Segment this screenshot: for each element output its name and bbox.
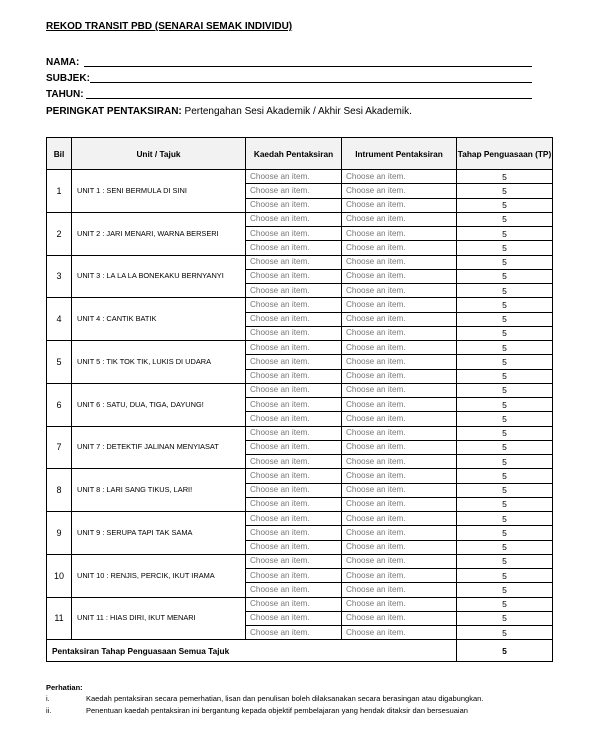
- tp-cell: 5: [457, 227, 553, 241]
- instrument-dropdown[interactable]: Choose an item.: [342, 341, 457, 355]
- note-number: ii.: [46, 706, 52, 715]
- instrument-dropdown[interactable]: Choose an item.: [342, 611, 457, 625]
- kaedah-dropdown[interactable]: Choose an item.: [246, 284, 342, 298]
- document-title: REKOD TRANSIT PBD (SENARAI SEMAK INDIVIDU): [46, 21, 293, 32]
- table-row: [47, 383, 553, 397]
- instrument-dropdown[interactable]: Choose an item.: [342, 227, 457, 241]
- instrument-dropdown[interactable]: Choose an item.: [342, 170, 457, 184]
- kaedah-dropdown[interactable]: Choose an item.: [246, 184, 342, 198]
- instrument-dropdown[interactable]: Choose an item.: [342, 184, 457, 198]
- header-tp: Tahap Penguasaan (TP): [457, 138, 553, 170]
- tp-cell: 5: [457, 312, 553, 326]
- table-row: [47, 554, 553, 568]
- assessment-table: [46, 137, 553, 662]
- tp-cell: 5: [457, 569, 553, 583]
- bil-cell: 11: [47, 597, 72, 640]
- instrument-dropdown[interactable]: Choose an item.: [342, 212, 457, 226]
- unit-title-cell: UNIT 9 : SERUPA TAPI TAK SAMA: [72, 512, 246, 555]
- table-row: [47, 341, 553, 355]
- kaedah-dropdown[interactable]: Choose an item.: [246, 383, 342, 397]
- tp-cell: 5: [457, 355, 553, 369]
- kaedah-dropdown[interactable]: Choose an item.: [246, 398, 342, 412]
- instrument-dropdown[interactable]: Choose an item.: [342, 626, 457, 640]
- kaedah-dropdown[interactable]: Choose an item.: [246, 583, 342, 597]
- tp-cell: 5: [457, 483, 553, 497]
- instrument-dropdown[interactable]: Choose an item.: [342, 597, 457, 611]
- table-row: [47, 512, 553, 526]
- kaedah-dropdown[interactable]: Choose an item.: [246, 198, 342, 212]
- bil-cell: 3: [47, 255, 72, 298]
- kaedah-dropdown[interactable]: Choose an item.: [246, 440, 342, 454]
- bil-cell: 9: [47, 512, 72, 555]
- tp-cell: 5: [457, 212, 553, 226]
- tp-cell: 5: [457, 170, 553, 184]
- footer-label: Pentaksiran Tahap Penguasaan Semua Tajuk: [47, 640, 457, 662]
- instrument-dropdown[interactable]: Choose an item.: [342, 426, 457, 440]
- instrument-dropdown[interactable]: Choose an item.: [342, 369, 457, 383]
- nama-line: [84, 66, 532, 67]
- note-text: Penentuan kaedah pentaksiran ini bergantung kepada objektif pembelajaran yang hendak ditaksir dan bersesuaian: [86, 706, 468, 715]
- bil-cell: 7: [47, 426, 72, 469]
- table-header-row: [47, 138, 553, 170]
- kaedah-dropdown[interactable]: Choose an item.: [246, 611, 342, 625]
- notes-heading: Perhatian:: [46, 683, 83, 692]
- tp-cell: 5: [457, 554, 553, 568]
- bil-cell: 8: [47, 469, 72, 512]
- kaedah-dropdown[interactable]: Choose an item.: [246, 426, 342, 440]
- tp-cell: 5: [457, 269, 553, 283]
- tp-cell: 5: [457, 241, 553, 255]
- peringkat-label: PERINGKAT PENTAKSIRAN:: [46, 106, 182, 117]
- kaedah-dropdown[interactable]: Choose an item.: [246, 369, 342, 383]
- tp-cell: 5: [457, 383, 553, 397]
- tp-cell: 5: [457, 512, 553, 526]
- instrument-dropdown[interactable]: Choose an item.: [342, 455, 457, 469]
- kaedah-dropdown[interactable]: Choose an item.: [246, 497, 342, 511]
- kaedah-dropdown[interactable]: Choose an item.: [246, 241, 342, 255]
- tp-cell: 5: [457, 540, 553, 554]
- kaedah-dropdown[interactable]: Choose an item.: [246, 512, 342, 526]
- tp-cell: 5: [457, 426, 553, 440]
- tp-cell: 5: [457, 184, 553, 198]
- kaedah-dropdown[interactable]: Choose an item.: [246, 341, 342, 355]
- tp-cell: 5: [457, 341, 553, 355]
- kaedah-dropdown[interactable]: Choose an item.: [246, 597, 342, 611]
- kaedah-dropdown[interactable]: Choose an item.: [246, 298, 342, 312]
- instrument-dropdown[interactable]: Choose an item.: [342, 284, 457, 298]
- instrument-dropdown[interactable]: Choose an item.: [342, 554, 457, 568]
- tp-cell: 5: [457, 398, 553, 412]
- instrument-dropdown[interactable]: Choose an item.: [342, 497, 457, 511]
- kaedah-dropdown[interactable]: Choose an item.: [246, 355, 342, 369]
- tp-cell: 5: [457, 583, 553, 597]
- subjek-label: SUBJEK:: [46, 73, 90, 84]
- unit-title-cell: UNIT 6 : SATU, DUA, TIGA, DAYUNG!: [72, 383, 246, 426]
- table-row: [47, 469, 553, 483]
- kaedah-dropdown[interactable]: Choose an item.: [246, 526, 342, 540]
- kaedah-dropdown[interactable]: Choose an item.: [246, 227, 342, 241]
- kaedah-dropdown[interactable]: Choose an item.: [246, 255, 342, 269]
- instrument-dropdown[interactable]: Choose an item.: [342, 569, 457, 583]
- note-number: i.: [46, 694, 50, 703]
- kaedah-dropdown[interactable]: Choose an item.: [246, 540, 342, 554]
- subjek-field[interactable]: [46, 73, 90, 84]
- kaedah-dropdown[interactable]: Choose an item.: [246, 569, 342, 583]
- kaedah-dropdown[interactable]: Choose an item.: [246, 455, 342, 469]
- note-text: Kaedah pentaksiran secara pemerhatian, lisan dan penulisan boleh dilaksanakan secara berasingan atau digabungkan.: [86, 694, 484, 703]
- instrument-dropdown[interactable]: Choose an item.: [342, 512, 457, 526]
- instrument-dropdown[interactable]: Choose an item.: [342, 312, 457, 326]
- instrument-dropdown[interactable]: Choose an item.: [342, 412, 457, 426]
- bil-cell: 4: [47, 298, 72, 341]
- note-item: [46, 705, 556, 716]
- kaedah-dropdown[interactable]: Choose an item.: [246, 483, 342, 497]
- table-row: [47, 426, 553, 440]
- unit-title-cell: UNIT 7 : DETEKTIF JALINAN MENYIASAT: [72, 426, 246, 469]
- instrument-dropdown[interactable]: Choose an item.: [342, 440, 457, 454]
- instrument-dropdown[interactable]: Choose an item.: [342, 298, 457, 312]
- kaedah-dropdown[interactable]: Choose an item.: [246, 626, 342, 640]
- tp-cell: 5: [457, 526, 553, 540]
- tahun-label: TAHUN:: [46, 89, 84, 100]
- table-row: [47, 255, 553, 269]
- tp-cell: 5: [457, 626, 553, 640]
- unit-title-cell: UNIT 8 : LARI SANG TIKUS, LARI!: [72, 469, 246, 512]
- instrument-dropdown[interactable]: Choose an item.: [342, 198, 457, 212]
- kaedah-dropdown[interactable]: Choose an item.: [246, 469, 342, 483]
- table-body: [47, 170, 553, 640]
- tp-cell: 5: [457, 440, 553, 454]
- instrument-dropdown[interactable]: Choose an item.: [342, 326, 457, 340]
- header-instrument: Intrument Pentaksiran: [342, 138, 457, 170]
- tp-cell: 5: [457, 497, 553, 511]
- kaedah-dropdown[interactable]: Choose an item.: [246, 212, 342, 226]
- instrument-dropdown[interactable]: Choose an item.: [342, 583, 457, 597]
- kaedah-dropdown[interactable]: Choose an item.: [246, 312, 342, 326]
- peringkat-pentaksiran: [46, 106, 412, 117]
- header-unit: Unit / Tajuk: [72, 138, 246, 170]
- tp-cell: 5: [457, 469, 553, 483]
- unit-title-cell: UNIT 11 : HIAS DIRI, IKUT MENARI: [72, 597, 246, 640]
- instrument-dropdown[interactable]: Choose an item.: [342, 526, 457, 540]
- tp-cell: 5: [457, 412, 553, 426]
- kaedah-dropdown[interactable]: Choose an item.: [246, 554, 342, 568]
- unit-title-cell: UNIT 10 : RENJIS, PERCIK, IKUT IRAMA: [72, 554, 246, 597]
- tp-cell: 5: [457, 369, 553, 383]
- tp-cell: 5: [457, 298, 553, 312]
- tahun-field[interactable]: [46, 89, 84, 100]
- unit-title-cell: UNIT 3 : LA LA LA BONEKAKU BERNYANYI: [72, 255, 246, 298]
- footer-row: [47, 640, 553, 662]
- instrument-dropdown[interactable]: Choose an item.: [342, 269, 457, 283]
- unit-title-cell: UNIT 1 : SENI BERMULA DI SINI: [72, 170, 246, 213]
- subjek-line: [90, 82, 532, 83]
- nama-field[interactable]: [46, 57, 79, 68]
- table-row: [47, 597, 553, 611]
- header-bil: Bil: [47, 138, 72, 170]
- header-kaedah: Kaedah Pentaksiran: [246, 138, 342, 170]
- instrument-dropdown[interactable]: Choose an item.: [342, 483, 457, 497]
- bil-cell: 10: [47, 554, 72, 597]
- tp-cell: 5: [457, 198, 553, 212]
- table-row: [47, 212, 553, 226]
- bil-cell: 6: [47, 383, 72, 426]
- instrument-dropdown[interactable]: Choose an item.: [342, 540, 457, 554]
- note-item: [46, 693, 556, 704]
- instrument-dropdown[interactable]: Choose an item.: [342, 469, 457, 483]
- kaedah-dropdown[interactable]: Choose an item.: [246, 412, 342, 426]
- peringkat-value: Pertengahan Sesi Akademik / Akhir Sesi Akademik.: [181, 106, 412, 117]
- footer-tp: 5: [457, 640, 553, 662]
- tp-cell: 5: [457, 255, 553, 269]
- instrument-dropdown[interactable]: Choose an item.: [342, 398, 457, 412]
- table-row: [47, 298, 553, 312]
- kaedah-dropdown[interactable]: Choose an item.: [246, 170, 342, 184]
- bil-cell: 2: [47, 212, 72, 255]
- tp-cell: 5: [457, 455, 553, 469]
- tp-cell: 5: [457, 611, 553, 625]
- unit-title-cell: UNIT 4 : CANTIK BATIK: [72, 298, 246, 341]
- instrument-dropdown[interactable]: Choose an item.: [342, 255, 457, 269]
- unit-title-cell: UNIT 2 : JARI MENARI, WARNA BERSERI: [72, 212, 246, 255]
- bil-cell: 1: [47, 170, 72, 213]
- tp-cell: 5: [457, 597, 553, 611]
- instrument-dropdown[interactable]: Choose an item.: [342, 355, 457, 369]
- bil-cell: 5: [47, 341, 72, 384]
- kaedah-dropdown[interactable]: Choose an item.: [246, 269, 342, 283]
- notes-section: [46, 683, 556, 716]
- table-row: [47, 170, 553, 184]
- tahun-line: [86, 98, 532, 99]
- tp-cell: 5: [457, 284, 553, 298]
- instrument-dropdown[interactable]: Choose an item.: [342, 241, 457, 255]
- unit-title-cell: UNIT 5 : TIK TOK TIK, LUKIS DI UDARA: [72, 341, 246, 384]
- kaedah-dropdown[interactable]: Choose an item.: [246, 326, 342, 340]
- tp-cell: 5: [457, 326, 553, 340]
- nama-label: NAMA:: [46, 57, 80, 68]
- instrument-dropdown[interactable]: Choose an item.: [342, 383, 457, 397]
